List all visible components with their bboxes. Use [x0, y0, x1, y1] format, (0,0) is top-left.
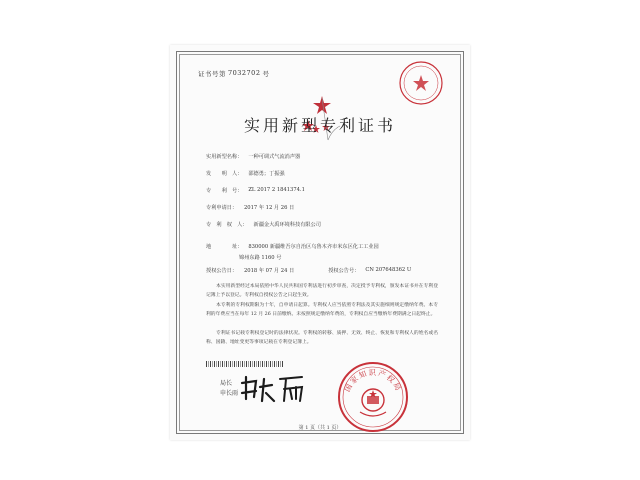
director-title-label: 局长: [220, 380, 233, 387]
name-value: 一种可调式气流消声器: [248, 154, 301, 160]
cert-no-label: 证书号第: [198, 70, 226, 78]
holder-label: 专 利 权 人：: [206, 222, 248, 228]
address-value-line1: 830000 新疆维吾尔自治区乌鲁木齐市米东区化工工业园: [248, 244, 379, 250]
director-name-label: 申长雨: [220, 390, 239, 397]
filing-date-value: 2017 年 12 月 26 日: [244, 205, 295, 211]
address-label: 地 址：: [206, 244, 243, 250]
grant-no-value: CN 207648362 U: [365, 267, 412, 273]
body-paragraph-3: 专利证书记载专利权登记时的法律状况。专利权的转移、质押、无效、终止、恢复和专利权人的姓名或名称、国籍、地址变更等事项记载在专利登记簿上。: [206, 331, 438, 346]
grant-date-value: 2018 年 07 月 24 日: [244, 268, 295, 274]
handwritten-signature-icon: [240, 367, 312, 409]
grant-date-label: 授权公告日：: [206, 268, 238, 274]
body-paragraph-2: 本专利的专利权期限为十年，自申请日起算。专利权人应当依照专利法及其实施细则规定缴纳年费。本专利的年费应当在每年 12 月 26 日前缴纳。未按照规定缴纳年费的，专利权自应当缴纳年费期满之日起终止。: [206, 303, 438, 318]
seal-arc-text: 国家知识产权局: [342, 368, 404, 394]
holder-value: 新疆金大禹环境科技有限公司: [253, 222, 321, 228]
patent-number: [206, 187, 305, 194]
address: [206, 243, 379, 250]
certificate-title: 实用新型专利证书: [243, 116, 396, 135]
patent-no-value: ZL 2017 2 1841374.1: [248, 187, 305, 193]
inventor-label: 发 明 人：: [206, 171, 243, 177]
inventor-value: 邵德勇；丁振强: [248, 171, 285, 177]
patent-certificate-page: [170, 45, 470, 440]
grant-date: [206, 267, 411, 274]
cert-no-value: 7032702: [228, 69, 261, 77]
certificate-number: [198, 69, 269, 78]
filing-date: [206, 204, 294, 211]
grant-no-label: 授权公告号：: [328, 268, 360, 274]
utility-model-name: [206, 153, 300, 160]
name-label: 实用新型名称：: [206, 154, 243, 160]
body-paragraph-1: 本实用新型经过本局依照中华人民共和国专利法进行初步审查，决定授予专利权，颁发本证书并在专利登记簿上予以登记。专利权自授权公告之日起生效。: [206, 284, 438, 299]
filing-date-label: 专利申请日：: [206, 205, 238, 211]
top-right-seal-icon: [398, 60, 444, 106]
patent-holder: [206, 221, 321, 228]
inventor: [206, 170, 285, 177]
patent-no-label: 专 利 号：: [206, 188, 243, 194]
ip-office-seal-icon: [336, 360, 410, 434]
page-footer: 第 1 页（共 1 页）: [298, 425, 342, 431]
address-value-line2: 锦州东路 1160 号: [239, 255, 282, 261]
cert-no-suffix: 号: [262, 70, 270, 78]
